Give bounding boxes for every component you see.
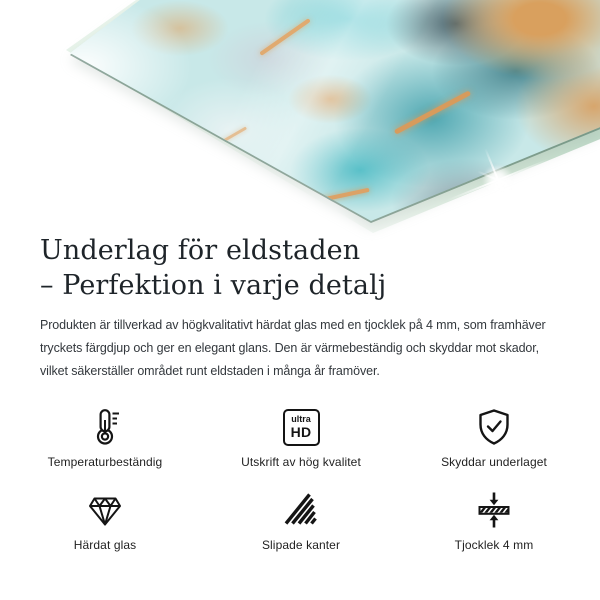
feature-label: Slipade kanter xyxy=(261,538,341,552)
page-title xyxy=(40,233,580,303)
feature-temperature-resistant xyxy=(0,407,210,469)
product-description-section xyxy=(40,233,580,383)
ultra-hd-text-bottom: HD xyxy=(290,424,312,440)
description-line: tryckets färgdjup och ger en elegant glans. Den är värmebeständig och skyddar mot skador, xyxy=(40,341,540,355)
feature-label: Tjocklek 4 mm xyxy=(454,538,534,552)
gold-streak xyxy=(198,126,247,156)
feature-label: Skyddar underlaget xyxy=(441,455,547,469)
product-hero-image xyxy=(0,0,600,236)
feature-thickness xyxy=(392,490,596,552)
feature-tempered-glass xyxy=(0,490,210,552)
feature-ground-edges xyxy=(210,490,392,552)
ultra-hd-icon xyxy=(283,409,320,446)
ultra-hd-text-top: ultra xyxy=(291,414,311,424)
product-description xyxy=(40,314,580,383)
description-line: Produkten är tillverkad av högkvalitativt härdat glas med en tjocklek på 4 mm, som framhäver xyxy=(40,318,546,332)
shield-check-icon xyxy=(474,407,514,447)
feature-grid xyxy=(0,407,600,552)
gold-streak xyxy=(394,90,471,134)
feature-protects-surface xyxy=(392,407,596,469)
thickness-icon xyxy=(474,490,514,530)
page-title-line1: Underlag för eldstaden xyxy=(40,235,361,266)
thermometer-icon xyxy=(85,407,125,447)
description-line: vilket säkerställer området runt eldstaden i många år framöver. xyxy=(40,364,380,378)
feature-label: Temperaturbeständig xyxy=(47,455,163,469)
feature-print-quality xyxy=(210,407,392,469)
gold-streak xyxy=(259,18,310,56)
gold-streak xyxy=(300,188,369,206)
glass-artwork xyxy=(0,0,600,236)
diamond-icon xyxy=(85,490,125,530)
feature-label: Härdat glas xyxy=(73,538,137,552)
page-title-line2: – Perfektion i varje detalj xyxy=(40,270,387,301)
beveled-edges-icon xyxy=(281,490,321,530)
feature-label: Utskrift av hög kvalitet xyxy=(241,455,361,469)
